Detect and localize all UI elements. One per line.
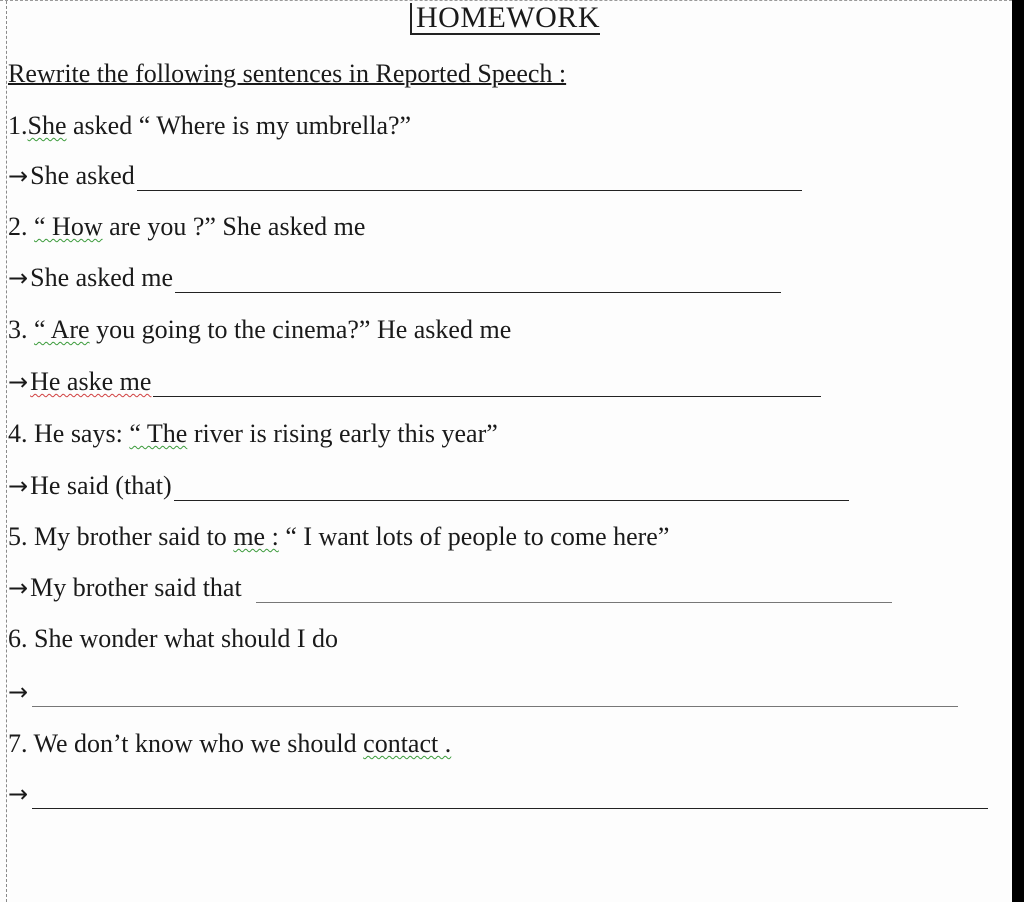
answer-7-blank[interactable] — [32, 782, 988, 809]
answer-5-prefix: My brother said that — [30, 573, 242, 602]
answer-4-blank[interactable] — [174, 474, 849, 501]
arrow-icon: → — [8, 472, 29, 500]
answer-5 — [8, 573, 892, 603]
question-5-marked-word: me : — [233, 522, 279, 551]
arrow-icon: → — [8, 574, 29, 602]
question-7-text: 7. We don’t know who we should — [8, 729, 364, 758]
answer-1-blank[interactable] — [137, 164, 802, 191]
answer-3 — [8, 367, 821, 397]
answer-7 — [8, 779, 988, 809]
question-3-marked-word: “ Are — [34, 315, 90, 344]
question-3-number: 3. — [8, 315, 34, 344]
answer-6-blank[interactable] — [32, 680, 958, 707]
answer-2-prefix: She asked me — [30, 263, 174, 292]
question-3 — [8, 315, 511, 345]
question-4 — [8, 419, 498, 449]
left-margin-rule — [6, 1, 7, 902]
question-2-text: are you ?” She asked me — [102, 212, 366, 241]
answer-3-prefix: He aske me — [30, 367, 152, 396]
instruction: Rewrite the following sentences in Reported Speech : — [8, 59, 567, 88]
question-1 — [8, 111, 411, 141]
question-4-number: 4. He says: — [8, 419, 130, 448]
question-5 — [8, 522, 669, 552]
question-3-text: you going to the cinema?” He asked me — [89, 315, 512, 344]
answer-2-blank[interactable] — [175, 266, 781, 293]
question-4-marked-word: “ The — [129, 419, 188, 448]
question-6-text: 6. She wonder what should I do — [8, 624, 339, 653]
question-4-text: river is rising early this year” — [187, 419, 498, 448]
answer-2 — [8, 263, 781, 293]
answer-4-prefix: He said (that) — [30, 471, 172, 500]
question-1-text: asked “ Where is my umbrella?” — [66, 111, 412, 140]
answer-1 — [8, 161, 802, 191]
arrow-icon: → — [8, 678, 29, 706]
question-2 — [8, 212, 365, 242]
question-7-marked-word: contact . — [363, 729, 452, 758]
answer-6 — [8, 677, 958, 707]
arrow-icon: → — [8, 780, 29, 808]
arrow-icon: → — [8, 162, 29, 190]
question-1-marked-word: She — [27, 111, 67, 140]
arrow-icon: → — [8, 264, 29, 292]
question-5-number: 5. My brother said to — [8, 522, 234, 551]
question-2-number: 2. — [8, 212, 34, 241]
answer-5-blank[interactable] — [256, 576, 892, 603]
arrow-icon: → — [8, 368, 29, 396]
answer-4 — [8, 471, 849, 501]
question-5-text: “ I want lots of people to come here” — [278, 522, 670, 551]
question-2-marked-word: “ How — [34, 212, 103, 241]
answer-1-prefix: She asked — [30, 161, 135, 190]
page-title: HOMEWORK — [410, 3, 600, 35]
question-1-number: 1. — [8, 111, 28, 140]
question-6 — [8, 624, 338, 654]
answer-3-blank[interactable] — [153, 370, 821, 397]
question-7 — [8, 729, 451, 759]
